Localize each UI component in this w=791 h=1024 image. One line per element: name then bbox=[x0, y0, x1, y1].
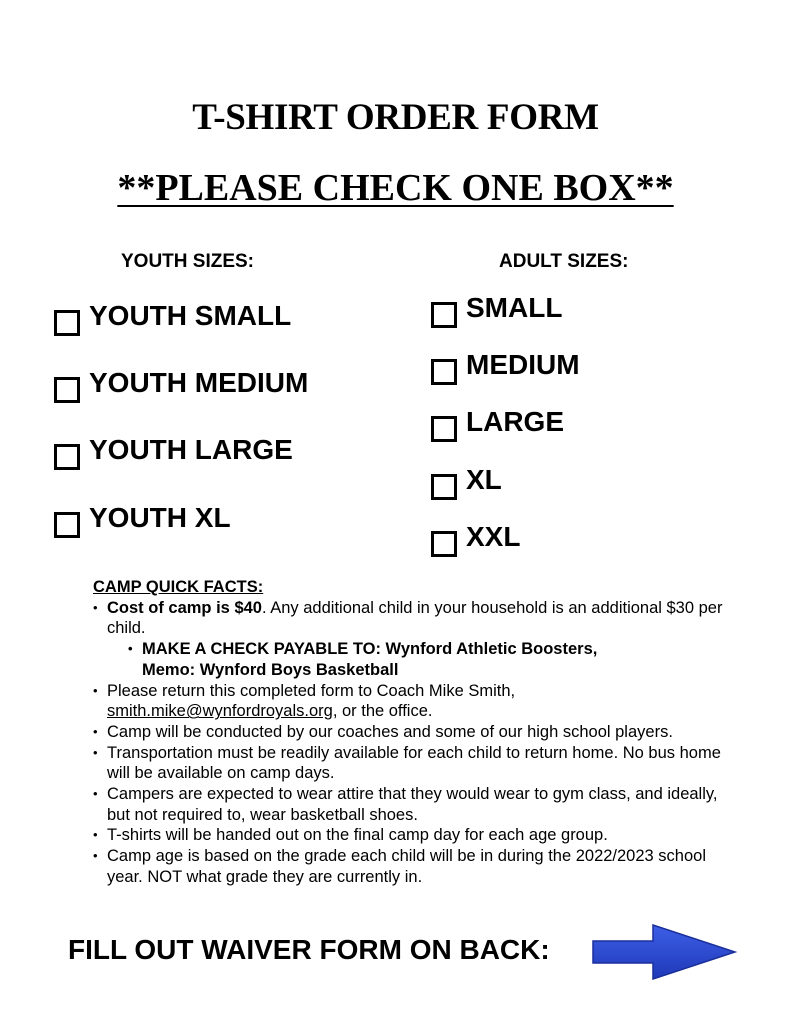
list-item: • Campers are expected to wear attire that they would wear to gym class, and ideally, but not required to, wear basketball shoes. bbox=[93, 784, 733, 825]
list-item bbox=[93, 639, 733, 680]
camp-quick-facts bbox=[93, 577, 733, 888]
facts-title: CAMP QUICK FACTS: bbox=[93, 578, 264, 596]
adult-xxl-option[interactable] bbox=[431, 521, 520, 557]
adult-xl-option[interactable] bbox=[431, 464, 502, 500]
checkbox[interactable] bbox=[431, 531, 457, 557]
right-arrow-icon bbox=[592, 924, 737, 980]
list-item bbox=[93, 681, 733, 722]
list-item: • T-shirts will be handed out on the final camp day for each age group. bbox=[93, 825, 733, 846]
adult-sizes-heading: ADULT SIZES: bbox=[499, 251, 629, 272]
youth-medium-option[interactable] bbox=[54, 367, 308, 403]
check-memo: Memo: Wynford Boys Basketball bbox=[142, 660, 399, 679]
facts-list bbox=[93, 598, 733, 888]
checkbox[interactable] bbox=[54, 444, 80, 470]
form-title: T-SHIRT ORDER FORM bbox=[192, 97, 599, 138]
checkbox[interactable] bbox=[54, 512, 80, 538]
arrow-shape bbox=[593, 925, 735, 979]
option-label: XL bbox=[466, 464, 502, 495]
list-item: • Camp age is based on the grade each child will be in during the 2022/2023 school year. NOT what grade they are currently in. bbox=[93, 846, 733, 887]
list-item: • Camp will be conducted by our coaches and some of our high school players. bbox=[93, 722, 733, 743]
return-text: Please return this completed form to Coach Mike Smith, bbox=[107, 681, 516, 700]
option-label: LARGE bbox=[466, 406, 564, 437]
return-tail: , or the office. bbox=[332, 702, 433, 721]
youth-sizes-heading: YOUTH SIZES: bbox=[121, 251, 255, 272]
checkbox[interactable] bbox=[431, 359, 457, 385]
checkbox[interactable] bbox=[54, 377, 80, 403]
list-item bbox=[93, 598, 733, 639]
option-label: YOUTH LARGE bbox=[89, 434, 293, 465]
checkbox[interactable] bbox=[431, 474, 457, 500]
adult-small-option[interactable] bbox=[431, 292, 562, 328]
list-item: • Transportation must be readily available for each child to return home. No bus home will be available on camp days. bbox=[93, 743, 733, 784]
option-label: SMALL bbox=[466, 292, 563, 323]
form-subtitle bbox=[0, 166, 791, 210]
coach-email-link[interactable]: smith.mike@wynfordroyals.org bbox=[107, 702, 333, 721]
cost-bold: Cost of camp is $40 bbox=[107, 598, 262, 617]
youth-large-option[interactable] bbox=[54, 434, 293, 470]
option-label: YOUTH MEDIUM bbox=[89, 367, 309, 398]
youth-xl-option[interactable] bbox=[54, 502, 231, 538]
option-label: YOUTH XL bbox=[89, 502, 231, 533]
option-label: XXL bbox=[466, 521, 521, 552]
adult-medium-option[interactable] bbox=[431, 349, 580, 385]
check-payable: MAKE A CHECK PAYABLE TO: Wynford Athletic Boosters, bbox=[142, 640, 598, 659]
adult-large-option[interactable] bbox=[431, 406, 564, 442]
checkbox[interactable] bbox=[431, 302, 457, 328]
checkbox[interactable] bbox=[54, 310, 80, 336]
subtitle-text: **PLEASE CHECK ONE BOX** bbox=[117, 167, 674, 209]
option-label: MEDIUM bbox=[466, 349, 580, 380]
waiver-instruction: FILL OUT WAIVER FORM ON BACK: bbox=[68, 934, 550, 965]
checkbox[interactable] bbox=[431, 416, 457, 442]
cost-detail: . Any additional child in your household is an additional $30 per child. bbox=[107, 598, 723, 638]
youth-small-option[interactable] bbox=[54, 300, 291, 336]
option-label: YOUTH SMALL bbox=[89, 300, 292, 331]
